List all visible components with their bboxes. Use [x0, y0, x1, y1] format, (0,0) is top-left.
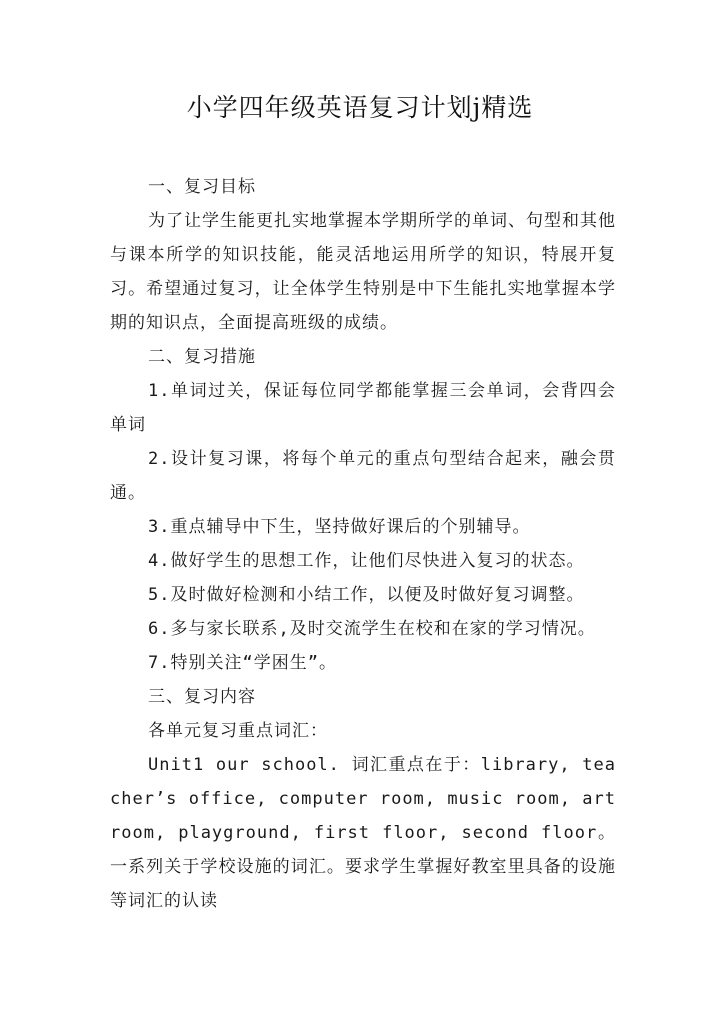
measure-item-3: 3.重点辅导中下生，坚持做好课后的个别辅导。: [148, 517, 531, 537]
measure-item-5: 5.及时做好检测和小结工作，以便及时做好复习调整。: [148, 585, 585, 605]
measure-item-7: 7.特别关注“学困生”。: [148, 653, 337, 673]
section-heading-goals: 一、复习目标: [148, 177, 256, 197]
document-title: 小学四年级英语复习计划j精选: [186, 93, 534, 122]
document-body: [110, 170, 616, 918]
measure-item-6: 6.多与家长联系,及时交流学生在校和在家的学习情况。: [148, 619, 596, 639]
content-subheading: 各单元复习重点词汇：: [148, 721, 328, 741]
measure-item-4: 4.做好学生的思想工作，让他们尽快进入复习的状态。: [148, 551, 585, 571]
unit1-paragraph: Unit1 our school. 词汇重点在于：library, teacher’s office, computer room, music room, art room, playground, first floor, second floor。一系列关于学校设施的词汇。要求学生掌握好教室里具备的设施等词汇的认读: [110, 755, 616, 911]
goals-paragraph: 为了让学生能更扎实地掌握本学期所学的单词、句型和其他与课本所学的知识技能，能灵活地运用所学的知识，特展开复习。希望通过复习，让全体学生特别是中下生能扎实地掌握本学期的知识点，全面提高班级的成绩。: [110, 211, 616, 333]
section-heading-measures: 二、复习措施: [148, 347, 256, 367]
section-heading-content: 三、复习内容: [148, 687, 256, 707]
measure-item-1: 1.单词过关，保证每位同学都能掌握三会单词，会背四会单词: [110, 381, 616, 435]
measure-item-2: 2.设计复习课，将每个单元的重点句型结合起来，融会贯通。: [110, 449, 616, 503]
